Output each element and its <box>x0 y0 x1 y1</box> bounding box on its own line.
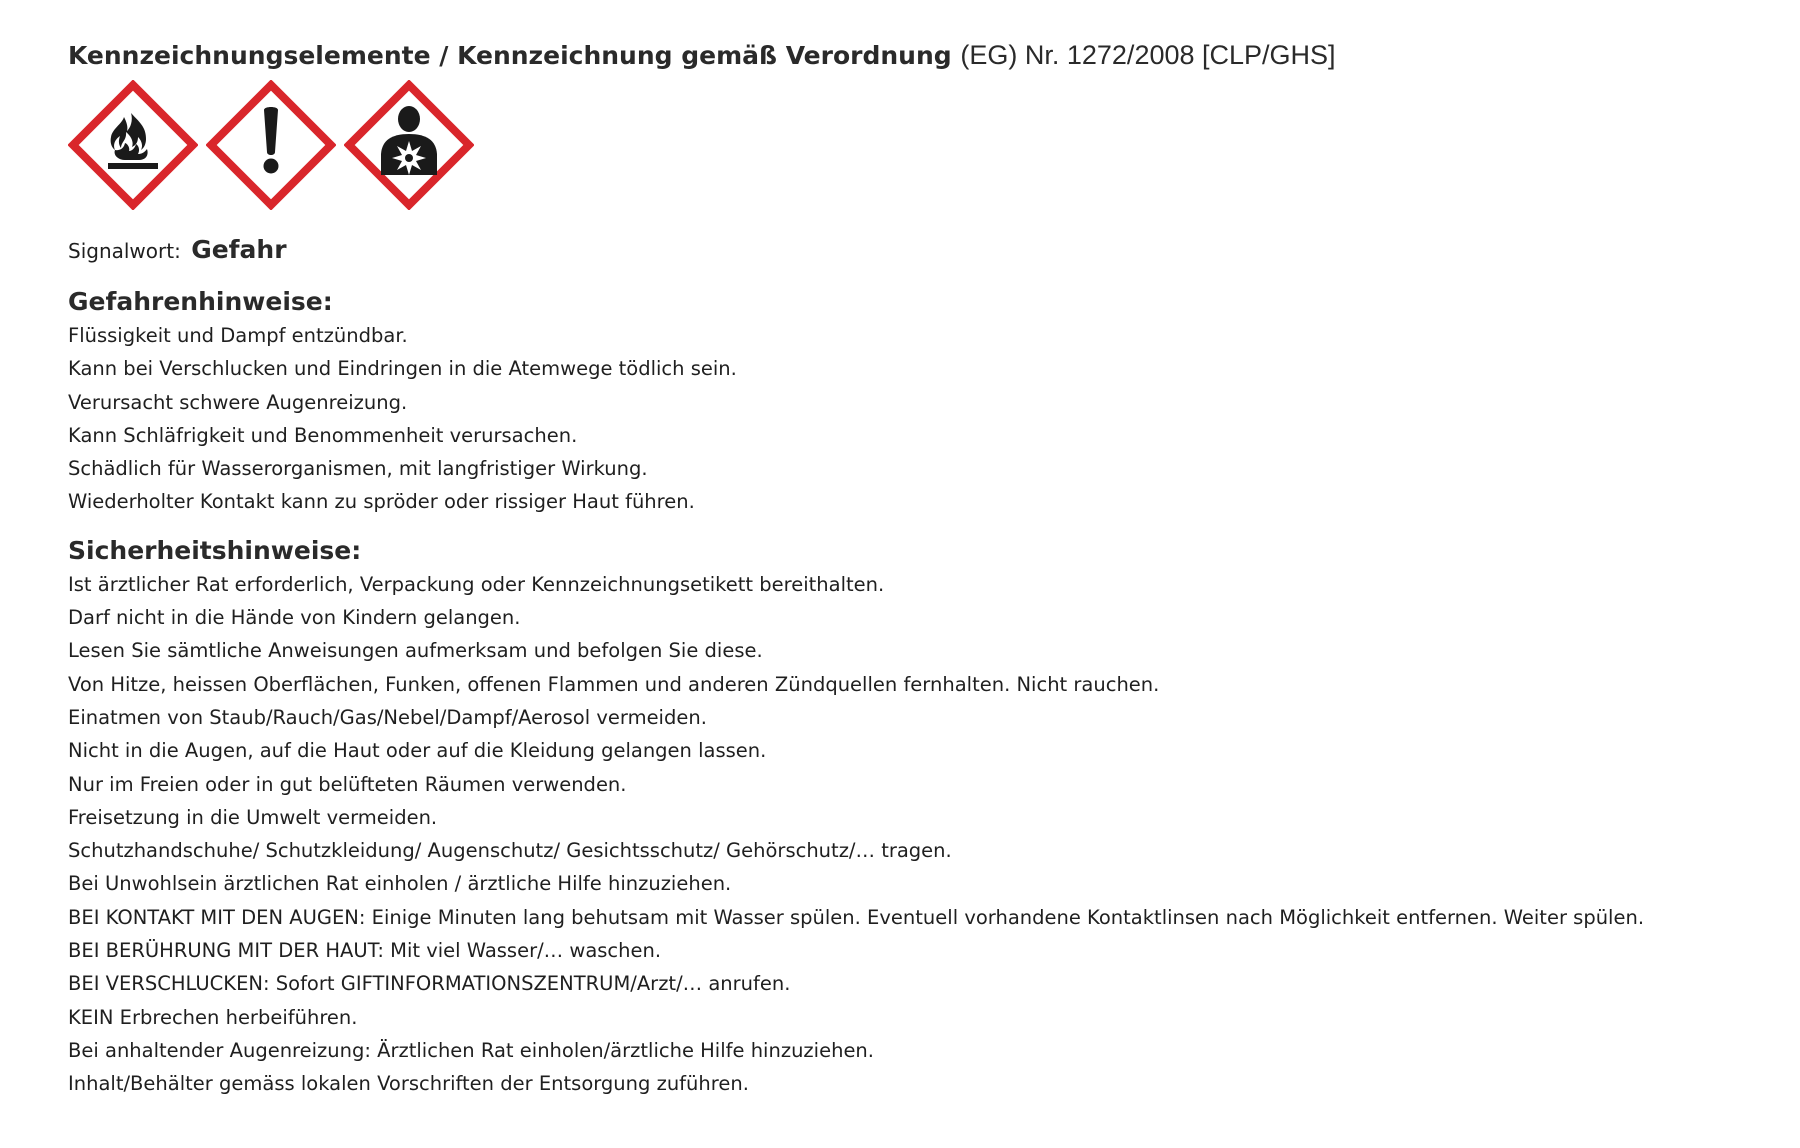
precautionary-statement: BEI BERÜHRUNG MIT DER HAUT: Mit viel Wasser/… waschen. <box>68 939 662 963</box>
precautionary-statement: Ist ärztlicher Rat erforderlich, Verpackung oder Kennzeichnungsetikett bereithalten. <box>68 572 885 596</box>
ghs-exclamation-mark-icon <box>206 80 336 210</box>
precautionary-statements-heading: Sicherheitshinweise: <box>68 535 362 565</box>
precautionary-statement: Darf nicht in die Hände von Kindern gelangen. <box>68 606 521 630</box>
hazard-statement: Kann bei Verschlucken und Eindringen in die Atemwege tödlich sein. <box>68 357 737 381</box>
precautionary-statement: Bei Unwohlsein ärztlichen Rat einholen / ärztliche Hilfe hinzuziehen. <box>68 872 732 896</box>
precautionary-statement: Nicht in die Augen, auf die Haut oder auf die Kleidung gelangen lassen. <box>68 739 767 763</box>
hazard-statement: Verursacht schwere Augenreizung. <box>68 390 408 414</box>
precautionary-statement: Inhalt/Behälter gemäss lokalen Vorschriften der Entsorgung zuführen. <box>68 1072 749 1096</box>
section-title <box>68 38 1768 73</box>
hazard-statement: Wiederholter Kontakt kann zu spröder oder rissiger Haut führen. <box>68 490 695 514</box>
precautionary-statement: Von Hitze, heissen Oberflächen, Funken, offenen Flammen und anderen Zündquellen fernhalten. Nicht rauchen. <box>68 672 1160 696</box>
section-title-regulation: (EG) Nr. 1272/2008 [CLP/GHS] <box>960 40 1336 70</box>
precautionary-statements-list <box>68 568 1768 1101</box>
precautionary-statement: Freisetzung in die Umwelt vermeiden. <box>68 805 438 829</box>
ghs-pictograms <box>68 80 1768 210</box>
hazard-statements-heading: Gefahrenhinweise: <box>68 287 333 316</box>
precautionary-statement: Lesen Sie sämtliche Anweisungen aufmerksam und befolgen Sie diese. <box>68 639 763 663</box>
hazard-statement: Flüssigkeit und Dampf entzündbar. <box>68 324 408 347</box>
label-elements-section <box>68 38 1768 1101</box>
signal-word-value: Gefahr <box>191 235 287 264</box>
precautionary-statement: KEIN Erbrechen herbeiführen. <box>68 1005 358 1029</box>
precautionary-statement: BEI KONTAKT MIT DEN AUGEN: Einige Minuten lang behutsam mit Wasser spülen. Eventuell vorhandene Kontaktlinsen nach Möglichkeit entfernen. Weiter spülen. <box>68 905 1645 929</box>
hazard-statement: Kann Schläfrigkeit und Benommenheit verursachen. <box>68 423 578 447</box>
signal-word-line <box>68 233 1768 268</box>
section-title-bold: Kennzeichnungselemente / Kennzeichnung gemäß Verordnung <box>68 41 952 70</box>
ghs-health-hazard-icon <box>344 80 474 210</box>
hazard-statement: Schädlich für Wasserorganismen, mit langfristiger Wirkung. <box>68 457 648 481</box>
precautionary-statement: Nur im Freien oder in gut belüfteten Räumen verwenden. <box>68 772 627 796</box>
precautionary-statement: Bei anhaltender Augenreizung: Ärztlichen Rat einholen/ärztliche Hilfe hinzuziehen. <box>68 1038 874 1062</box>
precautionary-statement: Schutzhandschuhe/ Schutzkleidung/ Augenschutz/ Gesichtsschutz/ Gehörschutz/… tragen. <box>68 839 952 863</box>
precautionary-statement: BEI VERSCHLUCKEN: Sofort GIFTINFORMATIONSZENTRUM/Arzt/… anrufen. <box>68 972 791 996</box>
signal-word-label: Signalwort: <box>68 239 181 263</box>
ghs-flame-icon <box>68 80 198 210</box>
hazard-statements-list <box>68 319 1768 519</box>
precautionary-statement: Einatmen von Staub/Rauch/Gas/Nebel/Dampf/Aerosol vermeiden. <box>68 705 707 729</box>
